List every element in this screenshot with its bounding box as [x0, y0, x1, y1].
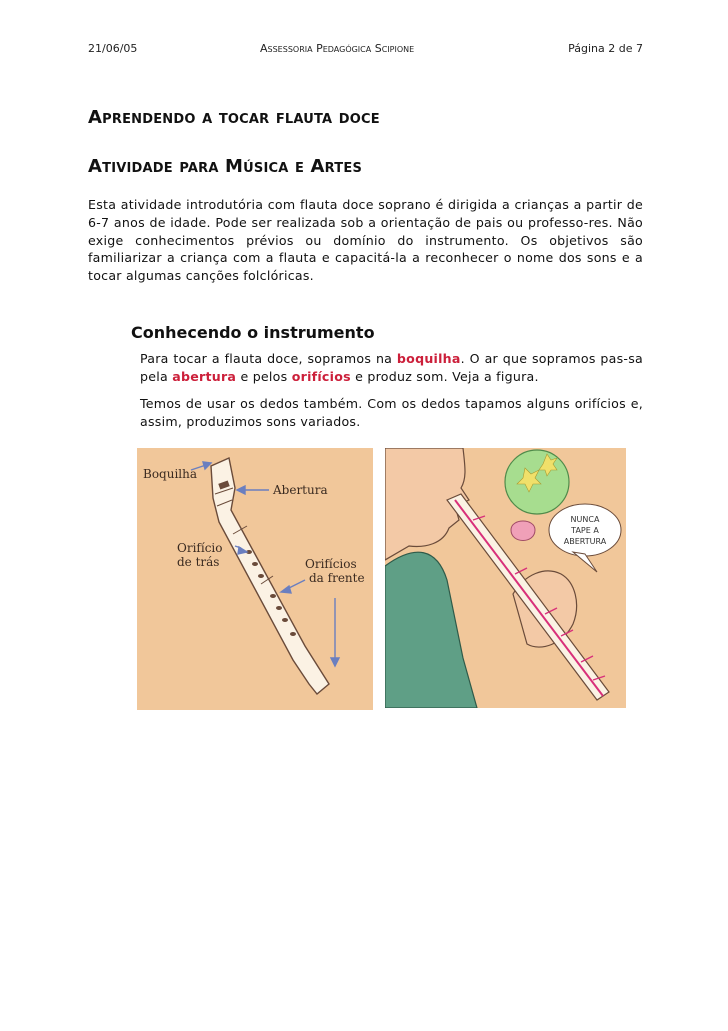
section-heading: Conhecendo o instrumento	[131, 323, 375, 342]
p1-part-c: . O ar que sopramos pas-sa pela	[140, 351, 643, 384]
page-header	[88, 42, 643, 58]
child-playing-figure	[385, 448, 626, 708]
term-boquilha: boquilha	[396, 351, 461, 366]
label-abertura: Abertura	[273, 483, 328, 497]
bubble-text-1: NUNCA	[570, 515, 600, 524]
section-body	[140, 350, 643, 440]
header-page-number: Página 2 de 7	[568, 42, 643, 55]
intro-text: Esta atividade introdutória com flauta doce soprano é dirigida a crianças a partir de 6-7 anos de idade. Pode ser realizada sob a orientação de pais ou professo-res. Não exige conhecimentos prévios ou domínio do instrumento. Os objetivos são familiarizar a criança com a flauta e capacitá-la a reconhecer o nome dos sons e a tocar algumas canções folclóricas.	[88, 197, 643, 284]
p1-part-e: e pelos	[236, 369, 292, 384]
recorder-diagram-figure	[137, 448, 373, 710]
header-date: 21/06/05	[88, 42, 138, 55]
term-orificios: orifícios	[291, 369, 351, 384]
label-orificios-frente-1: Orifícios	[305, 557, 357, 571]
label-orificio-tras-2: de trás	[177, 555, 220, 569]
section-paragraph-2: Temos de usar os dedos também. Com os dedos tapamos alguns orifícios e, assim, produzimos sons variados.	[140, 396, 643, 429]
label-orificios-frente-2: da frente	[309, 571, 365, 585]
document-title: Aprendendo a tocar flauta doce	[88, 107, 380, 128]
intro-paragraph	[88, 196, 643, 285]
label-orificio-tras-1: Orifício	[177, 541, 223, 555]
p1-part-a: Para tocar a flauta doce, sopramos na	[140, 351, 397, 366]
bubble-text-3: ABERTURA	[563, 537, 607, 546]
bubble-text-2: TAPE A	[571, 526, 599, 535]
header-publisher: Assessoria Pedagógica Scipione	[260, 42, 415, 55]
label-boquilha: Boquilha	[143, 467, 198, 481]
p1-part-g: e produz som. Veja a figura.	[350, 369, 539, 384]
section-paragraph-1	[140, 350, 643, 386]
document-subtitle: Atividade para Música e Artes	[88, 156, 363, 177]
term-abertura: abertura	[172, 369, 237, 384]
